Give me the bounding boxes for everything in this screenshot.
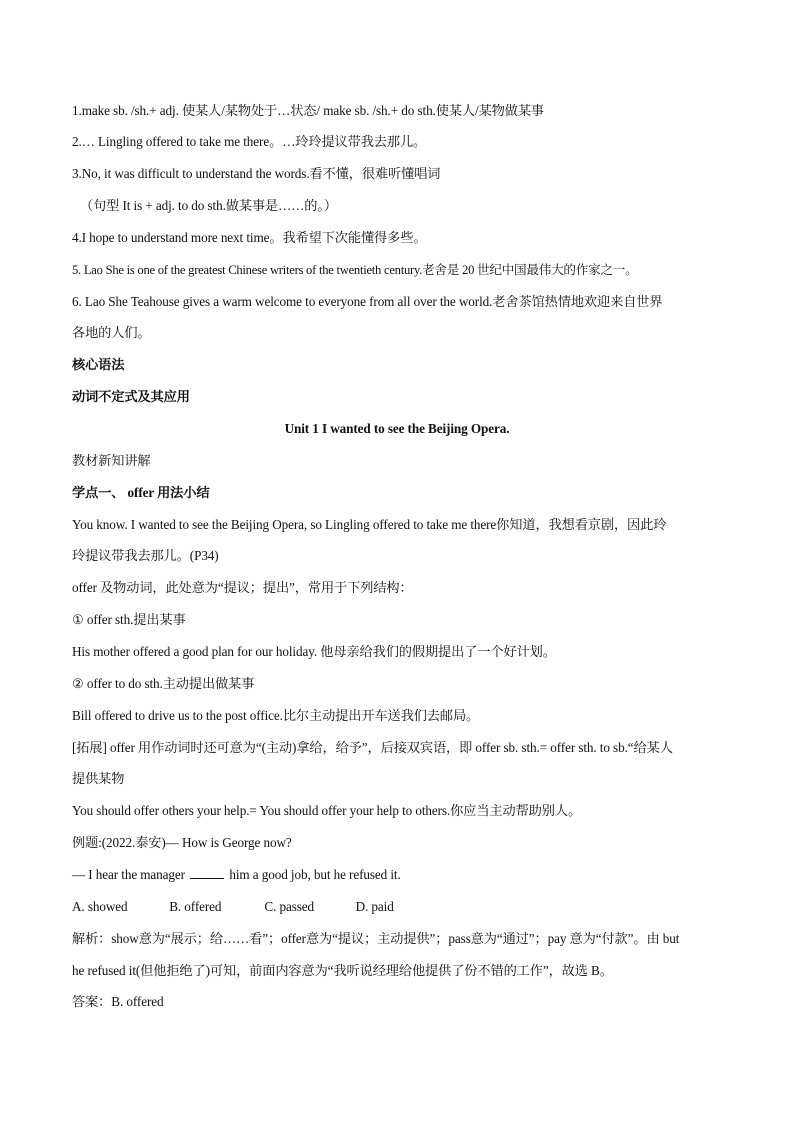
question-sentence-end: him a good job, but he refused it. <box>229 867 401 882</box>
line-6: 6. Lao She Teahouse gives a warm welcome to everyone from all over the world.老舍茶馆热情地欢迎来自世界 <box>72 294 663 309</box>
line-3: 3.No, it was difficult to understand the words.看不懂，很难听懂唱词 <box>72 166 441 181</box>
unit-title: Unit 1 I wanted to see the Beijing Opera. <box>284 421 510 436</box>
paragraph-example: You know. I wanted to see the Beijing Opera, so Lingling offered to take me there你知道，我想看京剧，因此玲 <box>72 517 667 532</box>
question-sentence <box>72 866 732 884</box>
answer-blank <box>190 867 224 879</box>
section-new-knowledge: 教材新知讲解 <box>72 453 151 468</box>
option-a: A. showed <box>72 899 128 914</box>
heading-core-grammar: 核心语法 <box>72 357 125 372</box>
line-6-continued: 各地的人们。 <box>72 325 151 340</box>
analysis-line-1: 解析：show意为“展示；给……看”；offer意为“提议；主动提供”；pass意为“通过”；pay 意为“付款”。由 but <box>72 931 680 946</box>
paragraph-example-continued: 玲提议带我去那儿。(P34) <box>72 548 219 563</box>
option-b: B. offered <box>169 899 222 914</box>
structure-2: ② offer to do sth.主动提出做某事 <box>72 676 255 691</box>
line-2: 2.… Lingling offered to take me there。…玲玲提议带我去那儿。 <box>72 134 427 149</box>
line-5: 5. Lao She is one of the greatest Chinese writers of the twentieth century.老舍是 20 世纪中国最伟大的作家之一。 <box>72 263 638 277</box>
line-1: 1.make sb. /sh.+ adj. 使某人/某物处于…状态/ make sb. /sh.+ do sth.使某人/某物做某事 <box>72 103 545 118</box>
analysis-line-2: he refused it(但他拒绝了)可知，前面内容意为“我听说经理给他提供了份不错的工作”，故选 B。 <box>72 963 613 978</box>
extension-example: You should offer others your help.= You should offer your help to others.你应当主动帮助别人。 <box>72 803 582 818</box>
structure-2-example: Bill offered to drive us to the post office.比尔主动提出开车送我们去邮局。 <box>72 708 480 723</box>
line-4: 4.I hope to understand more next time。我希望下次能懂得多些。 <box>72 230 427 245</box>
paragraph-explanation: offer 及物动词，此处意为“提议；提出”，常用于下列结构： <box>72 580 413 595</box>
structure-1-example: His mother offered a good plan for our holiday. 他母亲给我们的假期提出了一个好计划。 <box>72 644 556 659</box>
line-pattern-note: （句型 It is + adj. to do sth.做某事是……的。） <box>80 198 337 213</box>
extension-line-1: [拓展] offer 用作动词时还可意为“(主动)拿给，给予”，后接双宾语，即 offer sb. sth.= offer sth. to sb.“给某人 <box>72 740 673 755</box>
question-prompt: 例题:(2022.泰安)— How is George now? <box>72 835 292 850</box>
option-c: C. passed <box>264 899 315 914</box>
question-sentence-start: — I hear the manager <box>72 867 185 882</box>
option-d: D. paid <box>355 899 394 914</box>
heading-infinitive: 动词不定式及其应用 <box>72 389 190 404</box>
structure-1: ① offer sth.提出某事 <box>72 612 186 627</box>
extension-line-2: 提供某物 <box>72 771 125 786</box>
options-row <box>72 898 732 916</box>
point-title: 学点一、 offer 用法小结 <box>72 485 210 500</box>
answer-line: 答案：B. offered <box>72 994 164 1009</box>
